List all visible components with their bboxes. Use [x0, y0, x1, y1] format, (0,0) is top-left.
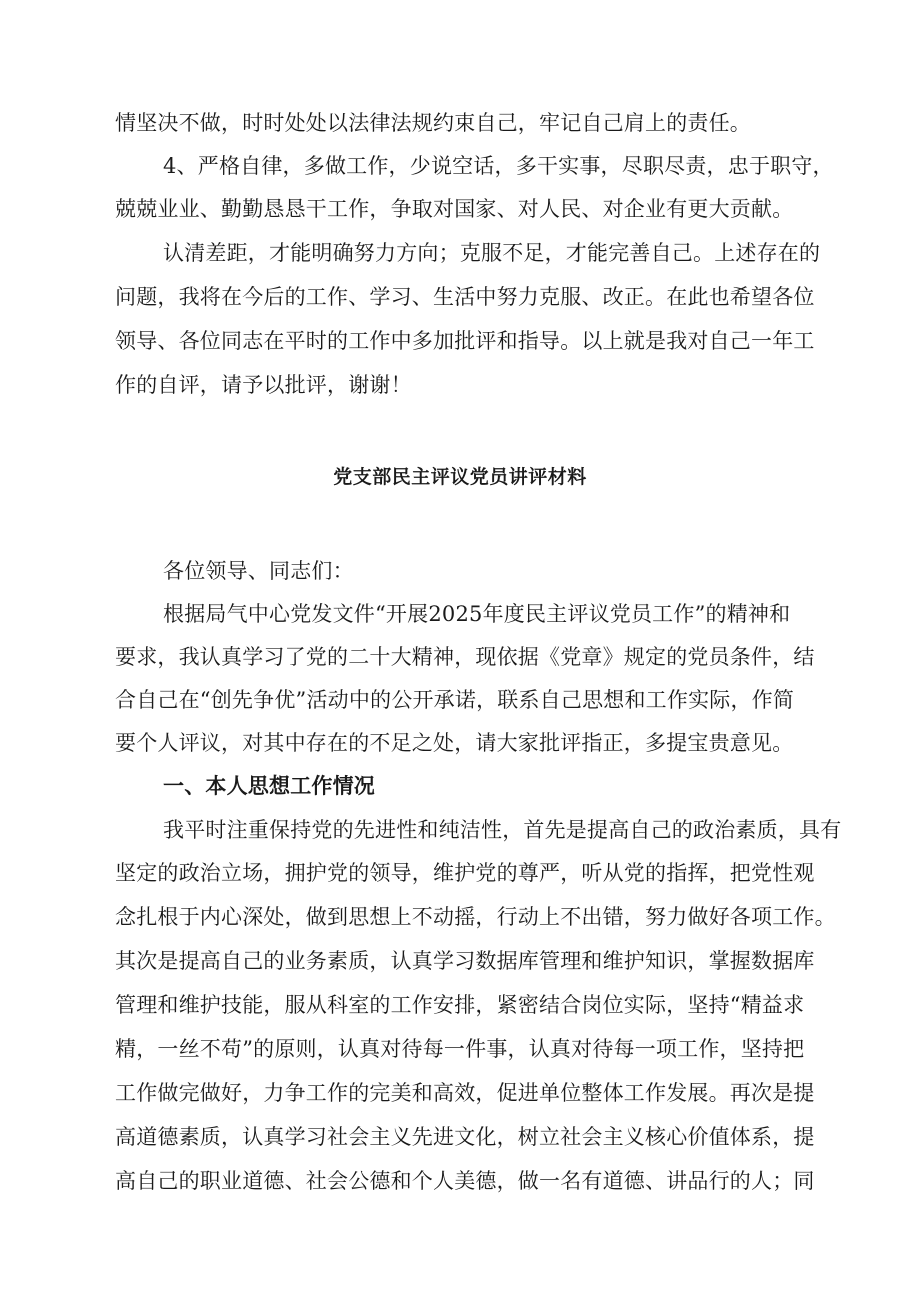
text-line: 根据局气中心党发文件“开展2025年度民主评议党员工作”的精神和	[163, 602, 791, 626]
text-line: 高自己的职业道德、社会公德和个人美德，做一名有道德、讲品行的人；同	[115, 1169, 815, 1193]
text-line: 我平时注重保持党的先进性和纯洁性，首先是提高自己的政治素质，具有	[163, 818, 842, 842]
salutation: 各位领导、同志们：	[163, 559, 354, 583]
text-line: 念扎根于内心深处，做到思想上不动摇，行动上不出错，努力做好各项工作。	[115, 905, 836, 929]
section-heading: 一、本人思想工作情况	[163, 773, 375, 798]
text-line: 要个人评议，对其中存在的不足之处，请大家批评指正，多提宝贵意见。	[115, 731, 794, 755]
text-line: 情坚决不做，时时处处以法律法规约束自己，牢记自己肩上的责任。	[115, 111, 751, 135]
text-line: 工作做完做好，力争工作的完美和高效，促进单位整体工作发展。再次是提	[115, 1081, 815, 1105]
text-line: 精，一丝不苟”的原则，认真对待每一件事，认真对待每一项工作，坚持把	[115, 1037, 805, 1061]
text-line: 4、严格自律，多做工作，少说空话，多干实事，尽职尽责，忠于职守，	[163, 154, 834, 178]
text-line: 坚定的政治立场，拥护党的领导，维护党的尊严，听从党的指挥，把党性观	[115, 861, 815, 885]
text-line: 要求，我认真学习了党的二十大精神，现依据《党章》规定的党员条件，结	[115, 645, 815, 669]
text-line: 作的自评，请予以批评，谢谢！	[115, 373, 412, 397]
text-line: 领导、各位同志在平时的工作中多加批评和指导。以上就是我对自己一年工	[115, 329, 815, 353]
text-line: 高道德素质，认真学习社会主义先进文化，树立社会主义核心价值体系，提	[115, 1125, 815, 1149]
text-line: 兢兢业业、勤勤恳恳干工作，争取对国家、对人民、对企业有更大贡献。	[115, 197, 794, 221]
text-line: 管理和维护技能，服从科室的工作安排，紧密结合岗位实际，坚持“精益求	[115, 993, 805, 1017]
text-line: 认清差距，才能明确努力方向；克服不足，才能完善自己。上述存在的	[163, 241, 821, 265]
text-line: 合自己在“创先争优”活动中的公开承诺，联系自己思想和工作实际，作简	[115, 688, 795, 712]
document-title: 党支部民主评议党员讲评材料	[333, 466, 587, 488]
text-line: 问题，我将在今后的工作、学习、生活中努力克服、改正。在此也希望各位	[115, 285, 815, 309]
text-line: 其次是提高自己的业务素质，认真学习数据库管理和维护知识，掌握数据库	[115, 949, 815, 973]
